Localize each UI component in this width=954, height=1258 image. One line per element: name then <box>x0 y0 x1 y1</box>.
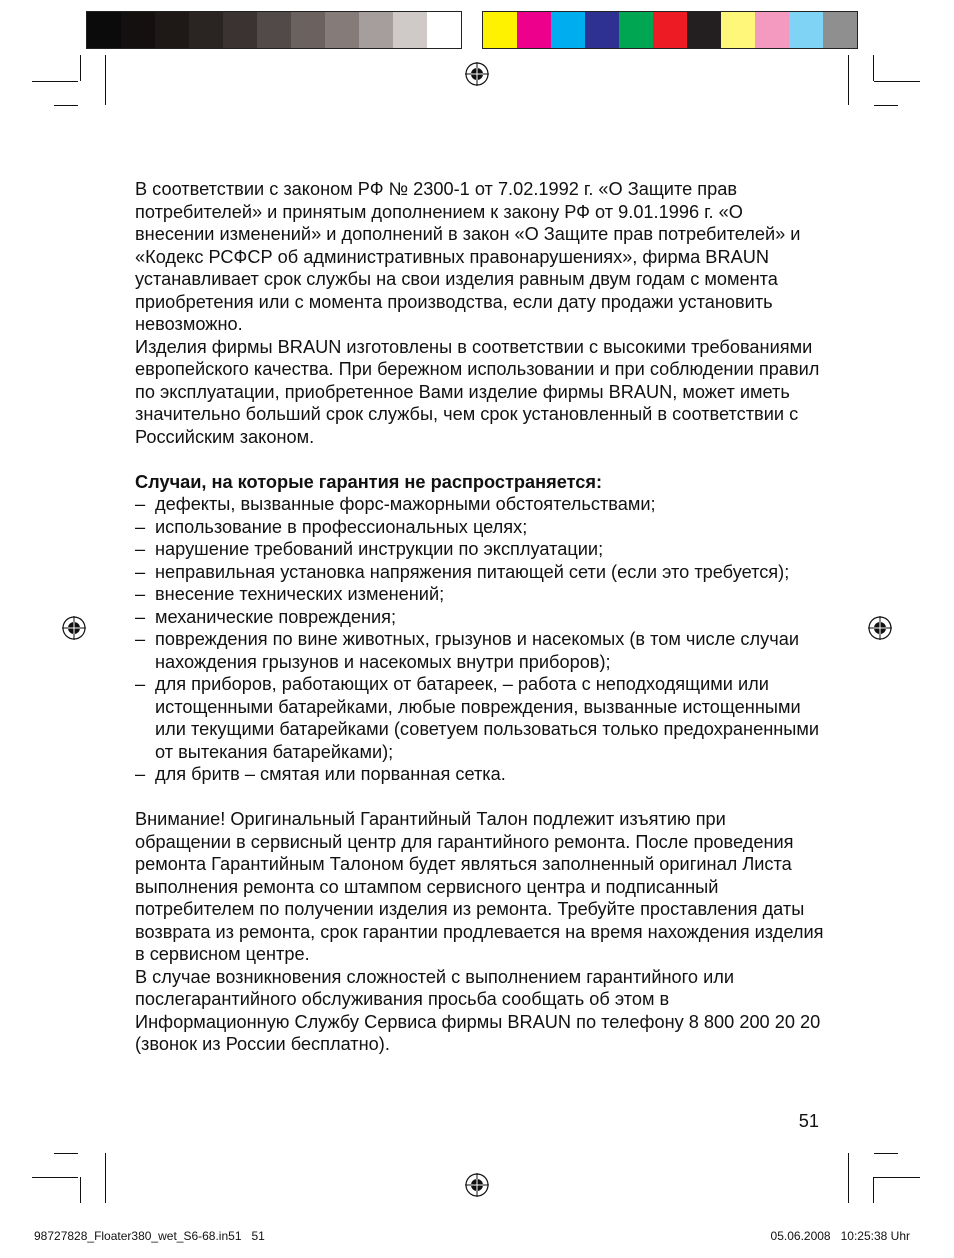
paragraph-spacer <box>135 448 825 471</box>
crop-mark <box>54 105 78 106</box>
paragraph-spacer <box>135 786 825 809</box>
color-swatch <box>189 12 223 48</box>
list-item: – для бритв – смятая или порванная сетка. <box>135 763 825 786</box>
color-swatch <box>427 12 461 48</box>
crop-mark <box>874 105 898 106</box>
registration-mark-icon <box>464 61 490 87</box>
intro-paragraph-quality: Изделия фирмы BRAUN изготовлены в соответствии с высокими требованиями европейского качества. При бережном использовании и при соблюдении правил по эксплуатации, приобретенное Вами изделие фирмы BRAUN, может иметь значительно больший срок службы, чем срок установленный в соответствии с Российским законом. <box>135 336 820 447</box>
list-item: – нарушение требований инструкции по эксплуатации; <box>135 538 825 561</box>
page-number: 51 <box>798 1111 819 1131</box>
list-item: – неправильная установка напряжения питающей сети (если это требуется); <box>135 561 825 584</box>
crop-mark <box>874 81 920 82</box>
list-item: – дефекты, вызванные форс-мажорными обстоятельствами; <box>135 493 825 516</box>
grayscale-calibration-bar <box>86 11 462 49</box>
registration-mark-icon <box>61 615 87 641</box>
crop-mark <box>873 55 874 81</box>
color-swatch <box>721 12 755 48</box>
crop-mark <box>80 55 81 81</box>
exclusions-list <box>135 493 825 786</box>
crop-mark <box>874 1177 920 1178</box>
color-swatch <box>517 12 551 48</box>
crop-mark <box>874 1153 898 1154</box>
crop-mark <box>848 55 849 105</box>
warning-paragraph: Внимание! Оригинальный Гарантийный Талон подлежит изъятию при обращении в сервисный центр для гарантийного ремонта. После проведения ремонта Гарантийным Талоном будет являться заполненный оригинал Листа выполнения ремонта со штампом сервисного центра и подписанный потребителем по получении изделия из ремонта. Требуйте проставления даты возврата из ремонта, срок гарантии продлевается на время нахождения изделия в сервисном центре. <box>135 809 824 964</box>
list-item: – использование в профессиональных целях; <box>135 516 825 539</box>
color-swatch <box>121 12 155 48</box>
service-contact-paragraph: В случае возникновения сложностей с выполнением гарантийного или послегарантийного обслуживания просьба сообщать об этом в Информационную Службу Сервиса фирмы BRAUN по телефону 8 800 200 20 20 (звонок из России бесплатно). <box>135 966 821 1054</box>
color-swatch <box>257 12 291 48</box>
color-calibration-bar <box>482 11 858 49</box>
print-slug-file: 98727828_Floater380_wet_S6-68.in51 51 <box>34 1229 265 1243</box>
intro-paragraph-law: В соответствии с законом РФ № 2300-1 от 7.02.1992 г. «О Защите прав потребителей» и принятым дополнением к закону РФ от 9.01.1996 г. «О внесении изменений» и дополнений в закон «О Защите прав потребителей» и «Кодекс РСФСР об административных правонарушениях», фирма BRAUN устанавливает срок службы на свои изделия равным двум годам с момента приобретения или с момента производства, если дату продажи установить невозможно. <box>135 179 801 334</box>
crop-mark <box>80 1177 81 1203</box>
color-swatch <box>755 12 789 48</box>
list-item: – для приборов, работающих от батареек, – работа с неподходящими или истощенными батарейками, любые повреждения, вызванные истощенными или текущими батарейками (советуем пользоваться только предохраненными от вытекания батарейками); <box>135 673 825 763</box>
color-swatch <box>393 12 427 48</box>
color-swatch <box>291 12 325 48</box>
color-swatch <box>325 12 359 48</box>
color-swatch <box>223 12 257 48</box>
crop-mark <box>54 1153 78 1154</box>
color-swatch <box>585 12 619 48</box>
color-swatch <box>359 12 393 48</box>
color-swatch <box>619 12 653 48</box>
crop-mark <box>848 1153 849 1203</box>
color-swatch <box>789 12 823 48</box>
crop-mark <box>873 1177 874 1203</box>
color-swatch <box>687 12 721 48</box>
color-swatch <box>823 12 857 48</box>
crop-mark <box>32 81 78 82</box>
color-swatch <box>653 12 687 48</box>
list-item: – внесение технических изменений; <box>135 583 825 606</box>
color-swatch <box>155 12 189 48</box>
list-item: – повреждения по вине животных, грызунов и насекомых (в том числе случаи нахождения грызунов и насекомых внутри приборов); <box>135 628 825 673</box>
color-swatch <box>483 12 517 48</box>
print-slug-timestamp: 05.06.2008 10:25:38 Uhr <box>770 1229 910 1243</box>
exclusions-heading: Случаи, на которые гарантия не распространяется: <box>135 471 603 492</box>
color-swatch <box>87 12 121 48</box>
registration-mark-icon <box>867 615 893 641</box>
crop-mark <box>32 1177 78 1178</box>
document-body <box>135 178 825 1056</box>
crop-mark <box>105 55 106 105</box>
crop-mark <box>105 1153 106 1203</box>
color-swatch <box>551 12 585 48</box>
registration-mark-icon <box>464 1172 490 1198</box>
list-item: – механические повреждения; <box>135 606 825 629</box>
